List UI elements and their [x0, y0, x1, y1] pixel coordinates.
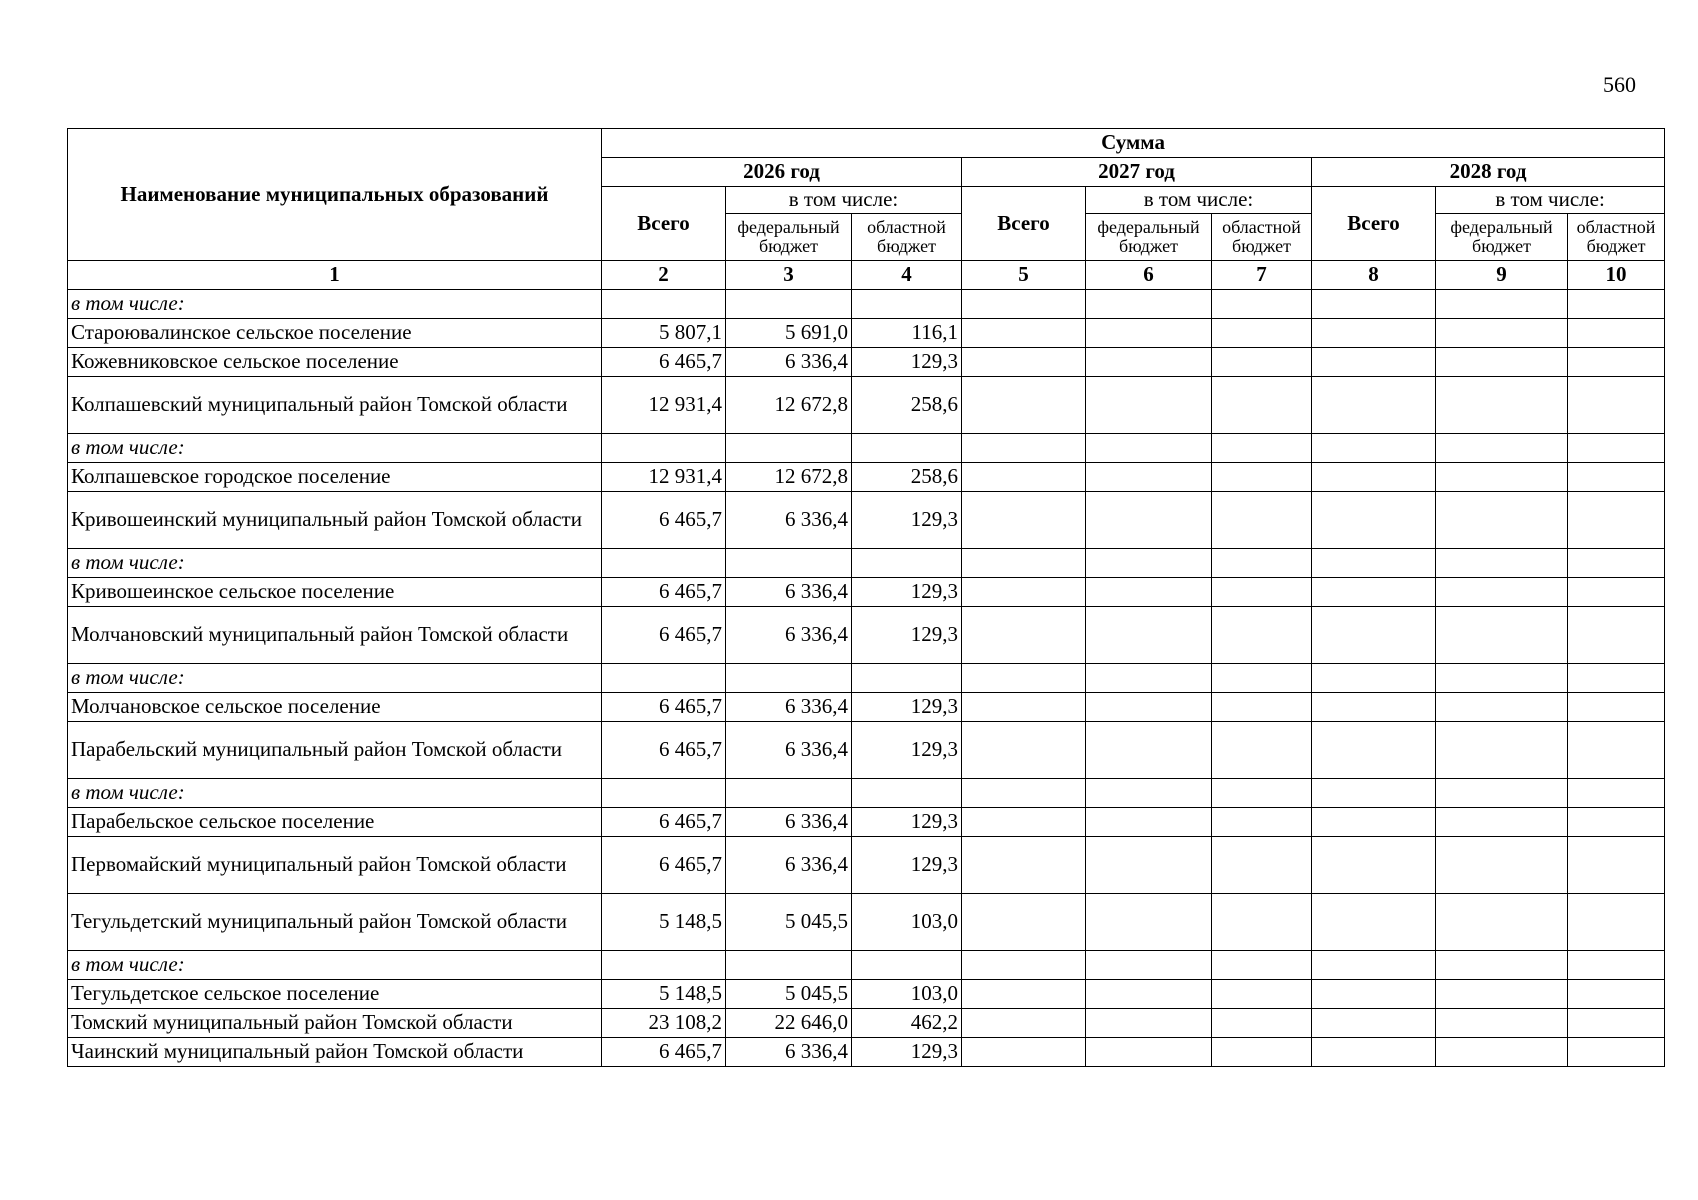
- total-2026-cell: 6 465,7: [602, 578, 726, 607]
- regional-2026-cell: 129,3: [852, 808, 962, 837]
- empty-cell: [1086, 377, 1212, 434]
- federal-2026-cell: 6 336,4: [726, 722, 852, 779]
- empty-cell: [1212, 664, 1312, 693]
- empty-cell: [1312, 1009, 1436, 1038]
- empty-cell: [1568, 951, 1665, 980]
- federal-2026-cell: [726, 290, 852, 319]
- empty-cell: [1212, 779, 1312, 808]
- empty-cell: [962, 693, 1086, 722]
- empty-cell: [1312, 549, 1436, 578]
- header-year-2028: 2028 год: [1312, 158, 1665, 187]
- empty-cell: [1212, 1038, 1312, 1067]
- municipality-name-cell: в том числе:: [68, 434, 602, 463]
- subheading-row: [68, 664, 1665, 693]
- empty-cell: [1086, 348, 1212, 377]
- empty-cell: [1086, 492, 1212, 549]
- empty-cell: [1436, 837, 1568, 894]
- federal-2026-cell: 22 646,0: [726, 1009, 852, 1038]
- table-row: [68, 463, 1665, 492]
- total-2026-cell: 6 465,7: [602, 1038, 726, 1067]
- subheading-row: [68, 951, 1665, 980]
- empty-cell: [1212, 549, 1312, 578]
- table-row: [68, 808, 1665, 837]
- empty-cell: [1436, 319, 1568, 348]
- empty-cell: [1436, 578, 1568, 607]
- empty-cell: [1312, 290, 1436, 319]
- empty-cell: [1212, 1009, 1312, 1038]
- regional-2026-cell: 129,3: [852, 722, 962, 779]
- empty-cell: [1436, 1009, 1568, 1038]
- empty-cell: [1436, 549, 1568, 578]
- header-federal-2028: федеральный бюджет: [1436, 214, 1568, 261]
- empty-cell: [1312, 377, 1436, 434]
- table-header: [68, 129, 1665, 290]
- empty-cell: [1086, 980, 1212, 1009]
- municipality-name-cell: Парабельское сельское поселение: [68, 808, 602, 837]
- empty-cell: [1312, 980, 1436, 1009]
- empty-cell: [1568, 779, 1665, 808]
- header-including-2027: в том числе:: [1086, 187, 1312, 214]
- empty-cell: [1212, 722, 1312, 779]
- federal-2026-cell: [726, 951, 852, 980]
- empty-cell: [962, 377, 1086, 434]
- empty-cell: [1086, 1038, 1212, 1067]
- regional-2026-cell: [852, 951, 962, 980]
- empty-cell: [1568, 434, 1665, 463]
- empty-cell: [962, 463, 1086, 492]
- empty-cell: [1312, 837, 1436, 894]
- empty-cell: [962, 894, 1086, 951]
- empty-cell: [1212, 980, 1312, 1009]
- municipality-name-cell: Парабельский муниципальный район Томской области: [68, 722, 602, 779]
- empty-cell: [1086, 779, 1212, 808]
- empty-cell: [1436, 808, 1568, 837]
- federal-2026-cell: 6 336,4: [726, 348, 852, 377]
- total-2026-cell: 6 465,7: [602, 722, 726, 779]
- header-sum: Сумма: [602, 129, 1665, 158]
- col-number: 4: [852, 261, 962, 290]
- regional-2026-cell: [852, 290, 962, 319]
- regional-2026-cell: 129,3: [852, 1038, 962, 1067]
- federal-2026-cell: 6 336,4: [726, 808, 852, 837]
- total-2026-cell: 23 108,2: [602, 1009, 726, 1038]
- empty-cell: [1568, 894, 1665, 951]
- federal-2026-cell: 6 336,4: [726, 607, 852, 664]
- empty-cell: [1436, 463, 1568, 492]
- empty-cell: [1086, 578, 1212, 607]
- empty-cell: [1568, 607, 1665, 664]
- empty-cell: [1086, 463, 1212, 492]
- empty-cell: [962, 779, 1086, 808]
- total-2026-cell: 12 931,4: [602, 377, 726, 434]
- federal-2026-cell: 6 336,4: [726, 693, 852, 722]
- empty-cell: [962, 492, 1086, 549]
- federal-2026-cell: 6 336,4: [726, 492, 852, 549]
- total-2026-cell: 6 465,7: [602, 348, 726, 377]
- empty-cell: [1568, 319, 1665, 348]
- total-2026-cell: 6 465,7: [602, 607, 726, 664]
- regional-2026-cell: 129,3: [852, 578, 962, 607]
- empty-cell: [962, 1038, 1086, 1067]
- header-including-2028: в том числе:: [1436, 187, 1665, 214]
- empty-cell: [962, 1009, 1086, 1038]
- total-2026-cell: 6 465,7: [602, 492, 726, 549]
- empty-cell: [1312, 693, 1436, 722]
- empty-cell: [962, 837, 1086, 894]
- federal-2026-cell: 12 672,8: [726, 463, 852, 492]
- header-total-2028: Всего: [1312, 187, 1436, 261]
- total-2026-cell: [602, 779, 726, 808]
- empty-cell: [1568, 1038, 1665, 1067]
- total-2026-cell: [602, 290, 726, 319]
- empty-cell: [1436, 607, 1568, 664]
- federal-2026-cell: 6 336,4: [726, 1038, 852, 1067]
- federal-2026-cell: [726, 434, 852, 463]
- table-row: [68, 348, 1665, 377]
- empty-cell: [1212, 377, 1312, 434]
- regional-2026-cell: [852, 779, 962, 808]
- empty-cell: [1436, 434, 1568, 463]
- empty-cell: [1212, 607, 1312, 664]
- empty-cell: [962, 808, 1086, 837]
- empty-cell: [1568, 463, 1665, 492]
- empty-cell: [1086, 722, 1212, 779]
- table-row: [68, 377, 1665, 434]
- federal-2026-cell: 6 336,4: [726, 837, 852, 894]
- empty-cell: [1312, 951, 1436, 980]
- regional-2026-cell: 129,3: [852, 492, 962, 549]
- municipality-name-cell: в том числе:: [68, 549, 602, 578]
- total-2026-cell: 5 148,5: [602, 980, 726, 1009]
- total-2026-cell: 5 148,5: [602, 894, 726, 951]
- total-2026-cell: [602, 951, 726, 980]
- regional-2026-cell: 129,3: [852, 348, 962, 377]
- table-row: [68, 837, 1665, 894]
- municipality-name-cell: Колпашевское городское поселение: [68, 463, 602, 492]
- federal-2026-cell: 5 045,5: [726, 980, 852, 1009]
- col-number: 9: [1436, 261, 1568, 290]
- col-number: 5: [962, 261, 1086, 290]
- table-row: [68, 693, 1665, 722]
- header-total-2027: Всего: [962, 187, 1086, 261]
- table-row: [68, 1009, 1665, 1038]
- empty-cell: [1086, 319, 1212, 348]
- empty-cell: [1212, 837, 1312, 894]
- empty-cell: [1436, 894, 1568, 951]
- empty-cell: [1436, 377, 1568, 434]
- empty-cell: [1312, 779, 1436, 808]
- regional-2026-cell: 129,3: [852, 837, 962, 894]
- empty-cell: [1212, 578, 1312, 607]
- empty-cell: [1086, 1009, 1212, 1038]
- empty-cell: [962, 722, 1086, 779]
- table-row: [68, 722, 1665, 779]
- header-name-column: Наименование муниципальных образований: [68, 129, 602, 261]
- table-row: [68, 980, 1665, 1009]
- empty-cell: [1568, 664, 1665, 693]
- total-2026-cell: 6 465,7: [602, 837, 726, 894]
- municipality-name-cell: в том числе:: [68, 951, 602, 980]
- subheading-row: [68, 779, 1665, 808]
- empty-cell: [962, 290, 1086, 319]
- empty-cell: [1312, 492, 1436, 549]
- total-2026-cell: 6 465,7: [602, 808, 726, 837]
- federal-2026-cell: [726, 549, 852, 578]
- regional-2026-cell: 103,0: [852, 980, 962, 1009]
- empty-cell: [1568, 377, 1665, 434]
- regional-2026-cell: [852, 664, 962, 693]
- empty-cell: [962, 664, 1086, 693]
- empty-cell: [1568, 348, 1665, 377]
- subheading-row: [68, 434, 1665, 463]
- regional-2026-cell: 258,6: [852, 377, 962, 434]
- municipality-name-cell: Томский муниципальный район Томской области: [68, 1009, 602, 1038]
- federal-2026-cell: [726, 779, 852, 808]
- federal-2026-cell: 6 336,4: [726, 578, 852, 607]
- empty-cell: [1086, 808, 1212, 837]
- empty-cell: [1086, 894, 1212, 951]
- empty-cell: [1212, 951, 1312, 980]
- empty-cell: [1436, 348, 1568, 377]
- empty-cell: [1568, 722, 1665, 779]
- empty-cell: [1312, 348, 1436, 377]
- empty-cell: [1568, 980, 1665, 1009]
- col-number: 3: [726, 261, 852, 290]
- empty-cell: [1312, 578, 1436, 607]
- federal-2026-cell: [726, 664, 852, 693]
- total-2026-cell: [602, 664, 726, 693]
- municipality-name-cell: Кожевниковское сельское поселение: [68, 348, 602, 377]
- table-body: [68, 290, 1665, 1067]
- empty-cell: [1312, 463, 1436, 492]
- header-including-2026: в том числе:: [726, 187, 962, 214]
- municipality-name-cell: Кривошеинское сельское поселение: [68, 578, 602, 607]
- empty-cell: [962, 348, 1086, 377]
- col-number: 1: [68, 261, 602, 290]
- total-2026-cell: 12 931,4: [602, 463, 726, 492]
- empty-cell: [1086, 434, 1212, 463]
- header-regional-2027: областной бюджет: [1212, 214, 1312, 261]
- empty-cell: [1212, 693, 1312, 722]
- municipality-name-cell: Чаинский муниципальный район Томской области: [68, 1038, 602, 1067]
- col-number: 10: [1568, 261, 1665, 290]
- header-year-2026: 2026 год: [602, 158, 962, 187]
- empty-cell: [1212, 463, 1312, 492]
- subheading-row: [68, 549, 1665, 578]
- empty-cell: [1312, 722, 1436, 779]
- page-number: 560: [1603, 72, 1636, 97]
- empty-cell: [1086, 664, 1212, 693]
- empty-cell: [1212, 290, 1312, 319]
- col-number: 8: [1312, 261, 1436, 290]
- empty-cell: [962, 319, 1086, 348]
- municipality-name-cell: Староювалинское сельское поселение: [68, 319, 602, 348]
- regional-2026-cell: 129,3: [852, 693, 962, 722]
- empty-cell: [1436, 693, 1568, 722]
- federal-2026-cell: 5 045,5: [726, 894, 852, 951]
- empty-cell: [1568, 837, 1665, 894]
- empty-cell: [1312, 1038, 1436, 1067]
- regional-2026-cell: 103,0: [852, 894, 962, 951]
- municipality-name-cell: в том числе:: [68, 290, 602, 319]
- municipality-name-cell: Молчановское сельское поселение: [68, 693, 602, 722]
- empty-cell: [1312, 808, 1436, 837]
- table-row: [68, 319, 1665, 348]
- empty-cell: [1568, 290, 1665, 319]
- col-number: 7: [1212, 261, 1312, 290]
- empty-cell: [1312, 664, 1436, 693]
- empty-cell: [1312, 894, 1436, 951]
- table-row: [68, 607, 1665, 664]
- empty-cell: [1436, 951, 1568, 980]
- empty-cell: [1312, 434, 1436, 463]
- empty-cell: [1436, 779, 1568, 808]
- municipality-name-cell: Колпашевский муниципальный район Томской области: [68, 377, 602, 434]
- empty-cell: [1436, 492, 1568, 549]
- empty-cell: [1568, 578, 1665, 607]
- empty-cell: [962, 549, 1086, 578]
- empty-cell: [1436, 290, 1568, 319]
- empty-cell: [1212, 808, 1312, 837]
- empty-cell: [1086, 290, 1212, 319]
- empty-cell: [1568, 808, 1665, 837]
- header-total-2026: Всего: [602, 187, 726, 261]
- empty-cell: [1086, 837, 1212, 894]
- total-2026-cell: [602, 434, 726, 463]
- regional-2026-cell: 462,2: [852, 1009, 962, 1038]
- empty-cell: [1086, 607, 1212, 664]
- table-row: [68, 894, 1665, 951]
- regional-2026-cell: 116,1: [852, 319, 962, 348]
- empty-cell: [1568, 549, 1665, 578]
- empty-cell: [1436, 722, 1568, 779]
- empty-cell: [1212, 319, 1312, 348]
- regional-2026-cell: [852, 434, 962, 463]
- empty-cell: [1436, 1038, 1568, 1067]
- col-number: 6: [1086, 261, 1212, 290]
- empty-cell: [962, 607, 1086, 664]
- subheading-row: [68, 290, 1665, 319]
- budget-table: [67, 128, 1665, 1067]
- empty-cell: [962, 980, 1086, 1009]
- total-2026-cell: [602, 549, 726, 578]
- empty-cell: [1212, 492, 1312, 549]
- municipality-name-cell: Кривошеинский муниципальный район Томской области: [68, 492, 602, 549]
- table-row: [68, 492, 1665, 549]
- empty-cell: [1086, 951, 1212, 980]
- empty-cell: [1086, 549, 1212, 578]
- regional-2026-cell: 129,3: [852, 607, 962, 664]
- empty-cell: [962, 434, 1086, 463]
- col-number: 2: [602, 261, 726, 290]
- empty-cell: [1436, 664, 1568, 693]
- empty-cell: [1212, 434, 1312, 463]
- empty-cell: [1212, 348, 1312, 377]
- total-2026-cell: 5 807,1: [602, 319, 726, 348]
- regional-2026-cell: [852, 549, 962, 578]
- regional-2026-cell: 258,6: [852, 463, 962, 492]
- municipality-name-cell: Первомайский муниципальный район Томской области: [68, 837, 602, 894]
- municipality-name-cell: Молчановский муниципальный район Томской области: [68, 607, 602, 664]
- empty-cell: [962, 578, 1086, 607]
- municipality-name-cell: Тегульдетский муниципальный район Томской области: [68, 894, 602, 951]
- total-2026-cell: 6 465,7: [602, 693, 726, 722]
- municipality-name-cell: в том числе:: [68, 664, 602, 693]
- empty-cell: [1568, 492, 1665, 549]
- table-row: [68, 1038, 1665, 1067]
- empty-cell: [962, 951, 1086, 980]
- header-regional-2026: областной бюджет: [852, 214, 962, 261]
- empty-cell: [1568, 693, 1665, 722]
- header-year-2027: 2027 год: [962, 158, 1312, 187]
- empty-cell: [1086, 693, 1212, 722]
- header-federal-2026: федеральный бюджет: [726, 214, 852, 261]
- federal-2026-cell: 5 691,0: [726, 319, 852, 348]
- header-federal-2027: федеральный бюджет: [1086, 214, 1212, 261]
- empty-cell: [1436, 980, 1568, 1009]
- municipality-name-cell: в том числе:: [68, 779, 602, 808]
- municipality-name-cell: Тегульдетское сельское поселение: [68, 980, 602, 1009]
- empty-cell: [1568, 1009, 1665, 1038]
- federal-2026-cell: 12 672,8: [726, 377, 852, 434]
- header-regional-2028: областной бюджет: [1568, 214, 1665, 261]
- table-row: [68, 578, 1665, 607]
- empty-cell: [1312, 319, 1436, 348]
- empty-cell: [1212, 894, 1312, 951]
- empty-cell: [1312, 607, 1436, 664]
